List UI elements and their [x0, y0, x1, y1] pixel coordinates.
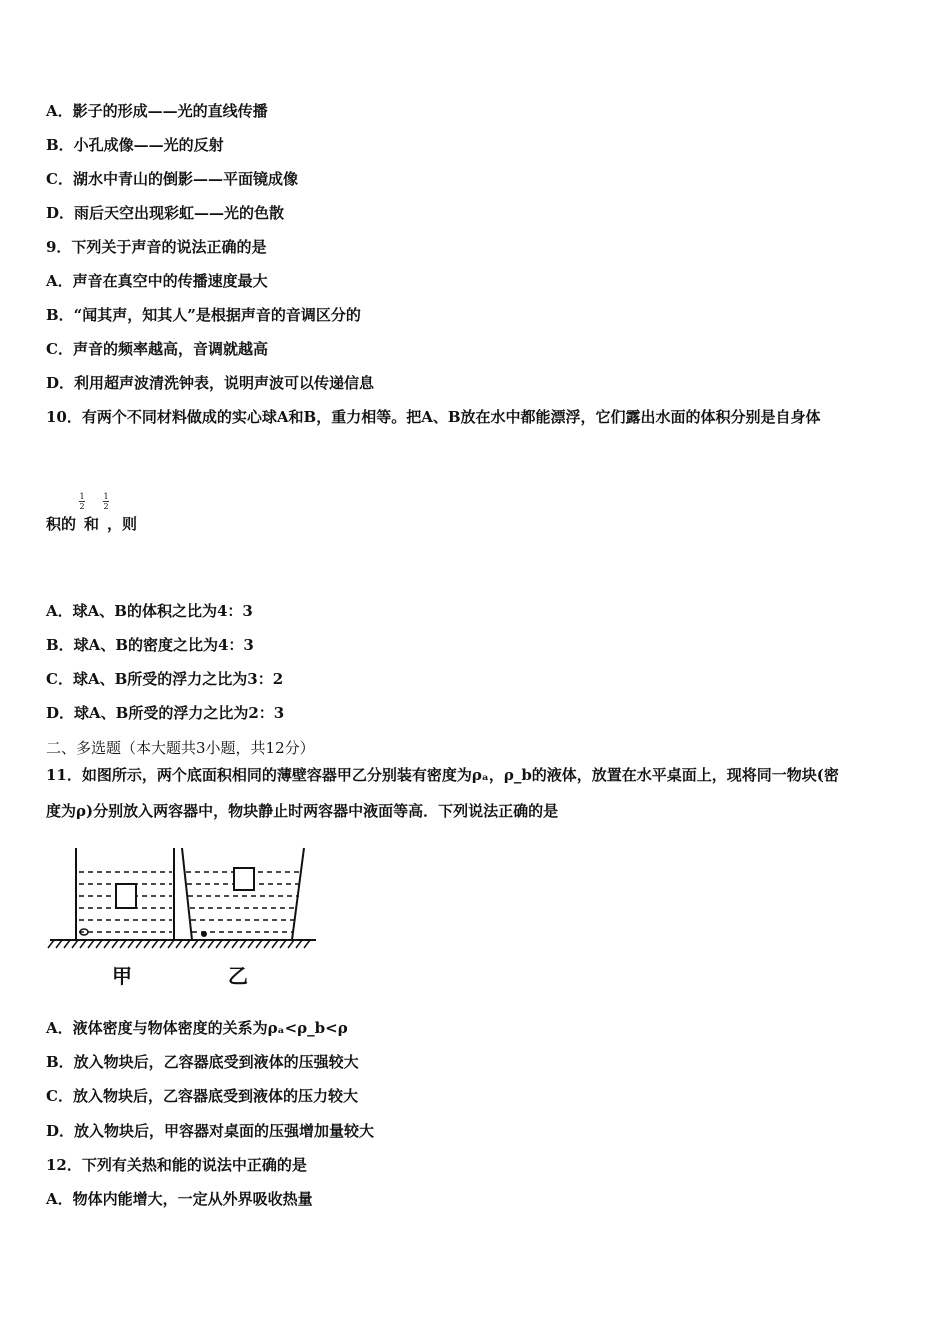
q11-option-a: A．液体密度与物体密度的关系为ρₐ<ρ_b<ρ	[46, 1019, 348, 1037]
label-jia: 甲	[112, 964, 132, 988]
q10-stem-line1: 10．有两个不同材料做成的实心球A和B，重力相等。把A、B放在水中都能漂浮，它们露出水面的体积分别是自身体	[46, 408, 821, 426]
q11-stem-line2: 度为ρ)分别放入两容器中，物块静止时两容器中液面等高．下列说法正确的是	[46, 802, 559, 820]
fraction-one-half-a: 1 2	[79, 492, 85, 511]
containers-diagram	[46, 842, 326, 992]
block-yi	[234, 868, 254, 890]
label-yi: 乙	[228, 964, 248, 988]
q9-option-d: D．利用超声波清洗钟表，说明声波可以传递信息	[46, 374, 375, 392]
q9-option-b: B．“闻其声，知其人”是根据声音的音调区分的	[46, 306, 361, 324]
block-jia	[116, 884, 136, 908]
q10-option-a: A．球A、B的体积之比为4：3	[46, 602, 253, 620]
q11-option-d: D．放入物块后，甲容器对桌面的压强增加量较大	[46, 1122, 375, 1140]
q8-option-c: C．湖水中青山的倒影——平面镜成像	[46, 170, 298, 188]
q9-stem: 9．下列关于声音的说法正确的是	[46, 238, 267, 256]
q11-stem-line1: 11．如图所示，两个底面积相同的薄壁容器甲乙分别装有密度为ρₐ，ρ_b的液体，放置在水平桌面上，现将同一物块(密	[46, 766, 839, 784]
container-yi-right-wall	[292, 848, 304, 940]
q12-stem: 12．下列有关热和能的说法中正确的是	[46, 1156, 307, 1174]
q10-option-b: B．球A、B的密度之比为4：3	[46, 636, 254, 654]
q9-option-a: A．声音在真空中的传播速度最大	[46, 272, 268, 290]
q8-option-b: B．小孔成像——光的反射	[46, 136, 224, 154]
q8-option-d: D．雨后天空出现彩虹——光的色散	[46, 204, 285, 222]
q8-option-a: A．影子的形成——光的直线传播	[46, 102, 268, 120]
container-yi-left-wall	[182, 848, 192, 940]
q11-option-c: C．放入物块后，乙容器底受到液体的压力较大	[46, 1087, 358, 1105]
q10-option-c: C．球A、B所受的浮力之比为3：2	[46, 670, 284, 688]
containers-figure	[46, 842, 326, 996]
q9-option-c: C．声音的频率越高，音调就越高	[46, 340, 268, 358]
table-hatching	[48, 940, 310, 948]
q12-option-a: A．物体内能增大，一定从外界吸收热量	[46, 1190, 313, 1208]
q11-option-b: B．放入物块后，乙容器底受到液体的压强较大	[46, 1053, 359, 1071]
q10-stem-line2: 积的 和 ，则	[46, 515, 138, 533]
q10-option-d: D．球A、B所受的浮力之比为2：3	[46, 704, 285, 722]
section-heading: 二、多选题（本大题共3小题，共12分）	[46, 739, 315, 757]
fraction-one-half-b: 1 2	[103, 492, 109, 511]
